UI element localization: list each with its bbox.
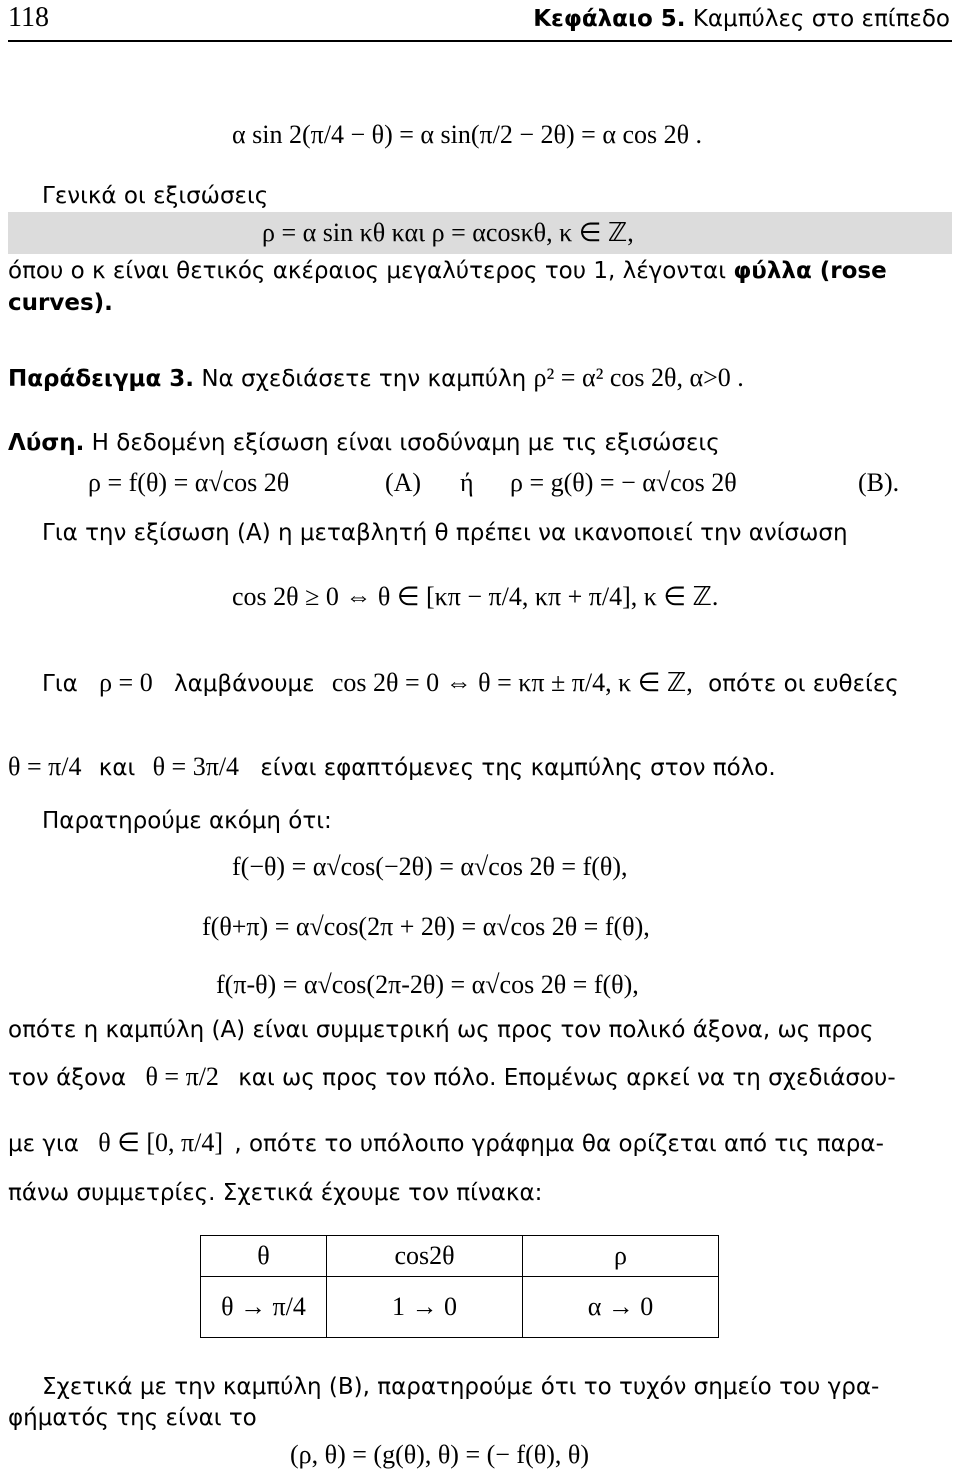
- symmetry-text-3: [8, 1128, 884, 1158]
- rho-zero-get: λαμβάνουμε: [174, 671, 315, 697]
- equation-b: ρ = g(θ) = − α√cos 2θ: [510, 468, 737, 497]
- curve-b-text-2: φήματός της είναι το: [8, 1405, 257, 1431]
- symmetry-f2: f(θ+π) = α√cos(2π + 2θ) = α√cos 2θ = f(θ),: [202, 912, 650, 941]
- axis-text: και ως προς τον πόλο. Επομένως αρκεί να τη σχεδιάσου-: [238, 1065, 896, 1091]
- axis-eq: θ = π/2: [145, 1062, 219, 1091]
- solution-label: Λύση.: [8, 430, 85, 456]
- interval-label: με για: [8, 1131, 79, 1157]
- tangent-text: είναι εφαπτόμενες της καμπύλης στον πόλο.: [260, 755, 776, 781]
- header-rule: [8, 40, 952, 42]
- table-cell-theta: θ → π/4: [201, 1277, 327, 1338]
- example-equation: ρ² = α² cos 2θ, α>0 .: [533, 363, 744, 392]
- rose-definition: [8, 258, 887, 284]
- axis-label: τον άξονα: [8, 1065, 127, 1091]
- cos-zero-eq: cos 2θ = 0 ⇔ θ = κπ ± π/4, κ ∈ ℤ,: [331, 668, 693, 697]
- symmetry-f3: f(π-θ) = α√cos(2π-2θ) = α√cos 2θ = f(θ),: [216, 970, 639, 999]
- symmetry-f1: f(−θ) = α√cos(−2θ) = α√cos 2θ = f(θ),: [232, 852, 628, 881]
- rho-zero-for: Για: [42, 671, 78, 697]
- table-header-theta: θ: [201, 1236, 327, 1277]
- label-b: (B).: [858, 468, 900, 497]
- rho-zero-line: [42, 668, 899, 698]
- values-table: [200, 1235, 719, 1338]
- solution-text: Η δεδομένη εξίσωση είναι ισοδύναμη με τις εξισώσεις: [91, 430, 720, 456]
- final-equation: (ρ, θ) = (g(θ), θ) = (− f(θ), θ): [290, 1440, 589, 1469]
- example-label: Παράδειγμα 3.: [8, 366, 195, 392]
- chapter-label: Κεφάλαιο 5.: [533, 6, 686, 32]
- table-header-rho: ρ: [523, 1236, 719, 1277]
- interval-eq: θ ∈ [0, π/4]: [98, 1128, 224, 1157]
- rho-zero-lines: οπότε οι ευθείες: [708, 671, 899, 697]
- equation-top: α sin 2(π/4 − θ) = α sin(π/2 − 2θ) = α cos 2θ .: [232, 120, 703, 149]
- table-row: [201, 1277, 719, 1338]
- curve-b-text-1: Σχετικά με την καμπύλη (Β), παρατηρούμε ότι το τυχόν σημείο του γρα-: [42, 1374, 880, 1400]
- theta-3pi4: θ = 3π/4: [152, 752, 240, 781]
- text-generally: Γενικά οι εξισώσεις: [42, 183, 269, 209]
- chapter-header: [533, 6, 950, 32]
- rose-term: φύλλα (rose: [733, 258, 887, 284]
- symmetry-text-4: πάνω συμμετρίες. Σχετικά έχουμε τον πίνακα:: [8, 1180, 543, 1206]
- inequality: cos 2θ ≥ 0 ⇔ θ ∈ [κπ − π/4, κπ + π/4], κ ∈ ℤ.: [232, 582, 719, 611]
- example-text: Να σχεδιάσετε την καμπύλη: [201, 366, 527, 392]
- rose-equation: ρ = α sin κθ και ρ = αcosκθ, κ ∈ ℤ,: [262, 218, 634, 247]
- chapter-title: Καμπύλες στο επίπεδο: [692, 6, 950, 32]
- rose-text: όπου ο κ είναι θετικός ακέραιος μεγαλύτερος του 1, λέγονται: [8, 258, 726, 284]
- table-header-cos: cos2θ: [327, 1236, 523, 1277]
- equation-a: ρ = f(θ) = α√cos 2θ: [88, 468, 290, 497]
- theta-pi4: θ = π/4: [8, 752, 82, 781]
- condition-text: Για την εξίσωση (Α) η μεταβλητή θ πρέπει να ικανοποιεί την ανίσωση: [42, 520, 848, 546]
- table-cell-rho: α → 0: [523, 1277, 719, 1338]
- or-word: ή: [460, 468, 474, 497]
- symmetry-text-2: [8, 1062, 896, 1092]
- page-number: 118: [8, 2, 49, 33]
- tangent-and: και: [98, 755, 136, 781]
- symmetry-text-1: οπότε η καμπύλη (Α) είναι συμμετρική ως προς τον πολικό άξονα, ως προς: [8, 1017, 874, 1043]
- example-line: [8, 363, 744, 393]
- tangent-line: [8, 752, 776, 782]
- table-header-row: [201, 1236, 719, 1277]
- interval-text: , οπότε το υπόλοιπο γράφημα θα ορίζεται από τις παρα-: [234, 1131, 884, 1157]
- observe-text: Παρατηρούμε ακόμη ότι:: [42, 808, 332, 834]
- table-cell-cos: 1 → 0: [327, 1277, 523, 1338]
- rose-term-cont: curves).: [8, 290, 113, 316]
- rho-zero-eq: ρ = 0: [99, 668, 153, 697]
- label-a: (A): [385, 468, 422, 497]
- solution-line: [8, 430, 720, 456]
